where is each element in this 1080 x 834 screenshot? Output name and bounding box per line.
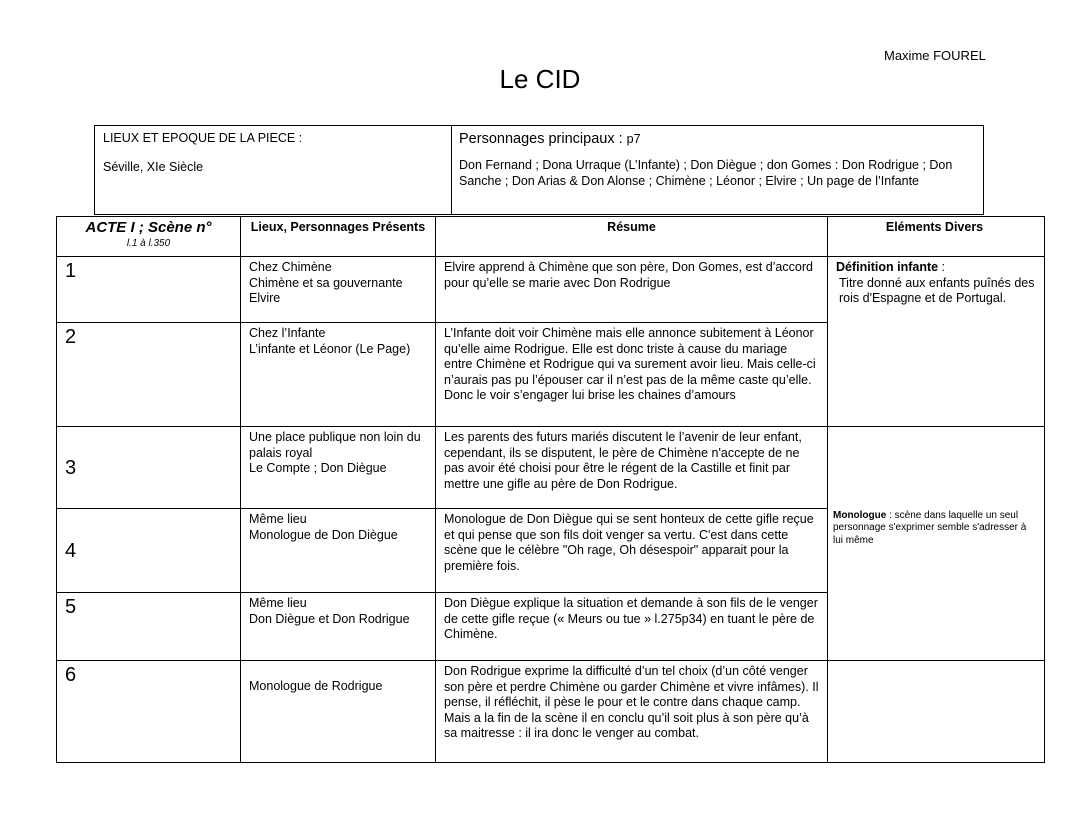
scene-number: 4 [57,509,241,593]
scene-lieux: Chez l’Infante L’infante et Léonor (Le Page) [241,323,436,427]
header-box [94,125,984,215]
page-title: Le CID [499,64,581,94]
table-row [57,257,1045,323]
scene-resume: Elvire apprend à Chimène que son père, Don Gomes, est d’accord pour qu’elle se marie avec Don Rodrigue [436,257,828,323]
elements-monologue-cell [828,427,1045,661]
scene-number: 1 [57,257,241,323]
personnages-page: p7 [626,132,641,146]
definition-title: Définition infante [836,260,939,274]
header-acte [57,217,241,257]
lieux-epoque-cell [95,126,452,214]
scene-lieux: Monologue de Rodrigue [241,661,436,763]
acte-title: ACTE I ; Scène n° [85,219,212,236]
definition-text: Titre donné aux enfants puînés des rois d'Espagne et de Portugal. [839,275,1035,305]
header-elements: Eléments Divers [828,217,1045,257]
header-resume: Résume [436,217,828,257]
personnages-label: Personnages principaux : [459,131,623,147]
table-header-row [57,217,1045,257]
elements-definition-cell [828,257,1045,427]
scene-resume: Monologue de Don Diègue qui se sent honteux de cette gifle reçue et qui pense que son fils doit venger sa vertu. C'est dans cette scène que le célèbre "Oh rage, Oh désespoir" apparait pour la première fois. [436,509,828,593]
scene-lieux: Même lieu Monologue de Don Diègue [241,509,436,593]
personnages-cell [452,126,983,214]
scene-resume: Les parents des futurs mariés discutent le l’avenir de leur enfant, cependant, ils se disputent, le père de Chimène n'accepte de ne pas avoir été choisi pour être le régent de la Castille et finit par mettre une gifle au père de Don Rodrigue. [436,427,828,509]
table-row [57,427,1045,509]
scene-resume: L’Infante doit voir Chimène mais elle annonce subitement à Léonor qu’elle aime Rodrigue. Elle est donc triste à cause du mariage entre Chimène et Rodrigue qui va surement avoir lieu. Mais celle-ci n’aurais pas pu l’épouser car il n’est pas de la même caste qu’elle. Donc le voir s’engager lui brise les chaines d’amours [436,323,828,427]
author-name: Maxime FOUREL [884,48,986,63]
lieux-value: Séville, XIe Siècle [103,160,204,174]
scenes-table [56,216,1045,763]
elements-empty-cell [828,661,1045,763]
scene-lieux: Une place publique non loin du palais royal Le Compte ; Don Diègue [241,427,436,509]
scene-number: 2 [57,323,241,427]
table-row [57,661,1045,763]
acte-lines: l.1 à l.350 [126,237,171,249]
scene-resume: Don Rodrigue exprime la difficulté d’un tel choix (d’un côté venger son père et perdre Chimène ou garder Chimène et vivre infâmes). Il pense, il réfléchit, il pèse le pour et le contre dans chaque camp. Mais a la fin de la scène il en conclu qu’il soit plus à son père qu’à sa maitresse : il ira donc le venger au combat. [436,661,828,763]
scene-number: 3 [57,427,241,509]
personnages-heading [459,131,976,147]
scene-number: 5 [57,593,241,661]
scene-resume: Don Diègue explique la situation et demande à son fils de le venger de cette gifle reçue (« Meurs ou tue » l.275p34) en tuant le père de Chimène. [436,593,828,661]
scene-number: 6 [57,661,241,763]
scene-lieux: Même lieu Don Diègue et Don Rodrigue [241,593,436,661]
monologue-title: Monologue [833,509,887,521]
scene-lieux: Chez Chimène Chimène et sa gouvernante Elvire [241,257,436,323]
monologue-text: : scène dans laquelle un seul personnage s'exprimer semble s'adresser à lui même [833,509,1027,546]
header-lieux: Lieux, Personnages Présents [241,217,436,257]
lieux-label: LIEUX ET EPOQUE DE LA PIECE : [103,131,303,145]
definition-sep: : [938,260,946,274]
personnages-list: Don Fernand ; Dona Urraque (L’Infante) ; Don Diègue ; don Gomes : Don Rodrigue ; Don Sanche ; Don Arias & Don Alonse ; Chimène ; Léonor ; Elvire ; Un page de l’Infante [459,158,953,188]
